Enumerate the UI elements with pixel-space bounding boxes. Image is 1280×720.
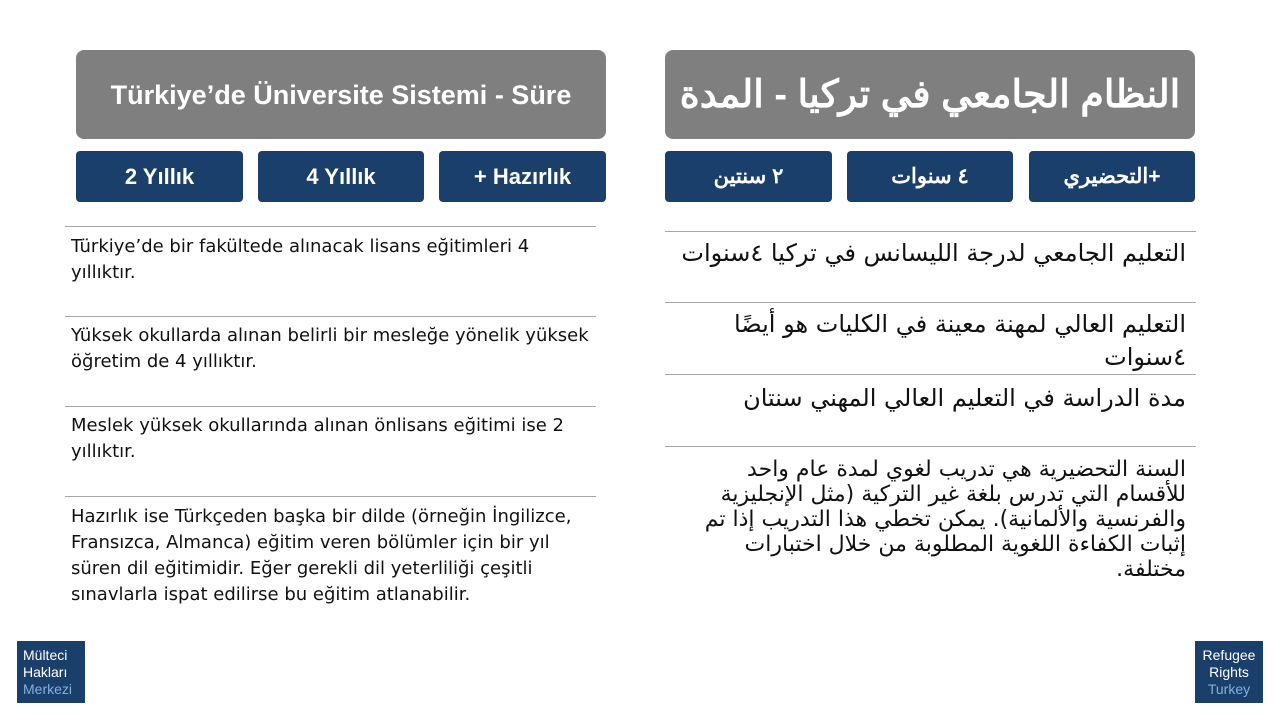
logo-line: Rights (1209, 663, 1249, 680)
divider (665, 446, 1196, 447)
divider (665, 374, 1196, 375)
logo-line: Mülteci (23, 646, 68, 663)
logo-line: Turkey (1207, 680, 1251, 697)
divider (665, 302, 1196, 303)
arabic-row-preparatory: السنة التحضيرية هي تدريب لغوي لمدة عام واحد للأقسام التي تدرس بلغة غير التركية (مثل الإنجليزية والفرنسية والألمانية). يمكن تخطي هذا التدريب إذا تم إثبات الكفاءة اللغوية المطلوبة من خلال اختبارات مختلفة. (704, 457, 1186, 582)
turkish-row-hazirlik: Hazırlık ise Türkçeden başka bir dilde (örneğin İngilizce, Fransızca, Almanca) eğitim veren bölümler için bir yıl süren dil eğitimidir. Eğer gerekli dil yeterliliği çeşitli sınavlarla ispat edilirse bu eğitim atlanabilir. (71, 506, 572, 605)
arabic-row-vocational: مدة الدراسة في التعليم العالي المهني سنتان (743, 384, 1186, 412)
turkish-row-onlisans: Meslek yüksek okullarında alınan önlisans eğitimi ise 2 yıllıktır. (71, 415, 564, 462)
divider (65, 406, 596, 407)
divider (665, 231, 1196, 232)
arabic-row-license: التعليم الجامعي لدرجة الليسانس في تركيا ٤سنوات (681, 239, 1186, 267)
divider (65, 316, 596, 317)
turkish-row-lisans: Türkiye’de bir fakültede alınacak lisans eğitimleri 4 yıllıktır. (71, 236, 530, 283)
tab-4-years-ar[interactable]: ٤ سنوات (847, 151, 1013, 202)
multeci-haklari-merkezi-logo (17, 641, 85, 703)
logo-line: Refugee (1202, 646, 1256, 663)
divider (65, 226, 596, 227)
logo-line: Merkezi (23, 680, 73, 697)
tab-hazirlik[interactable]: + Hazırlık (439, 151, 606, 202)
tab-2-years-ar[interactable]: ٢ سنتين (665, 151, 832, 202)
logo-line: Hakları (23, 663, 68, 680)
turkish-title: Türkiye’de Üniversite Sistemi - Süre (76, 50, 606, 139)
arabic-title: النظام الجامعي في تركيا - المدة (665, 50, 1195, 139)
tab-preparatory-ar[interactable]: +التحضيري (1029, 151, 1195, 202)
tab-2-yillik[interactable]: 2 Yıllık (76, 151, 243, 202)
arabic-row-higher-school: التعليم العالي لمهنة معينة في الكليات هو أيضًا ٤سنوات (733, 310, 1186, 371)
tab-4-yillik[interactable]: 4 Yıllık (258, 151, 424, 202)
refugee-rights-turkey-logo (1195, 641, 1263, 703)
divider (65, 496, 596, 497)
turkish-row-yuksek-okul: Yüksek okullarda alınan belirli bir mesleğe yönelik yüksek öğretim de 4 yıllıktır. (71, 325, 589, 372)
